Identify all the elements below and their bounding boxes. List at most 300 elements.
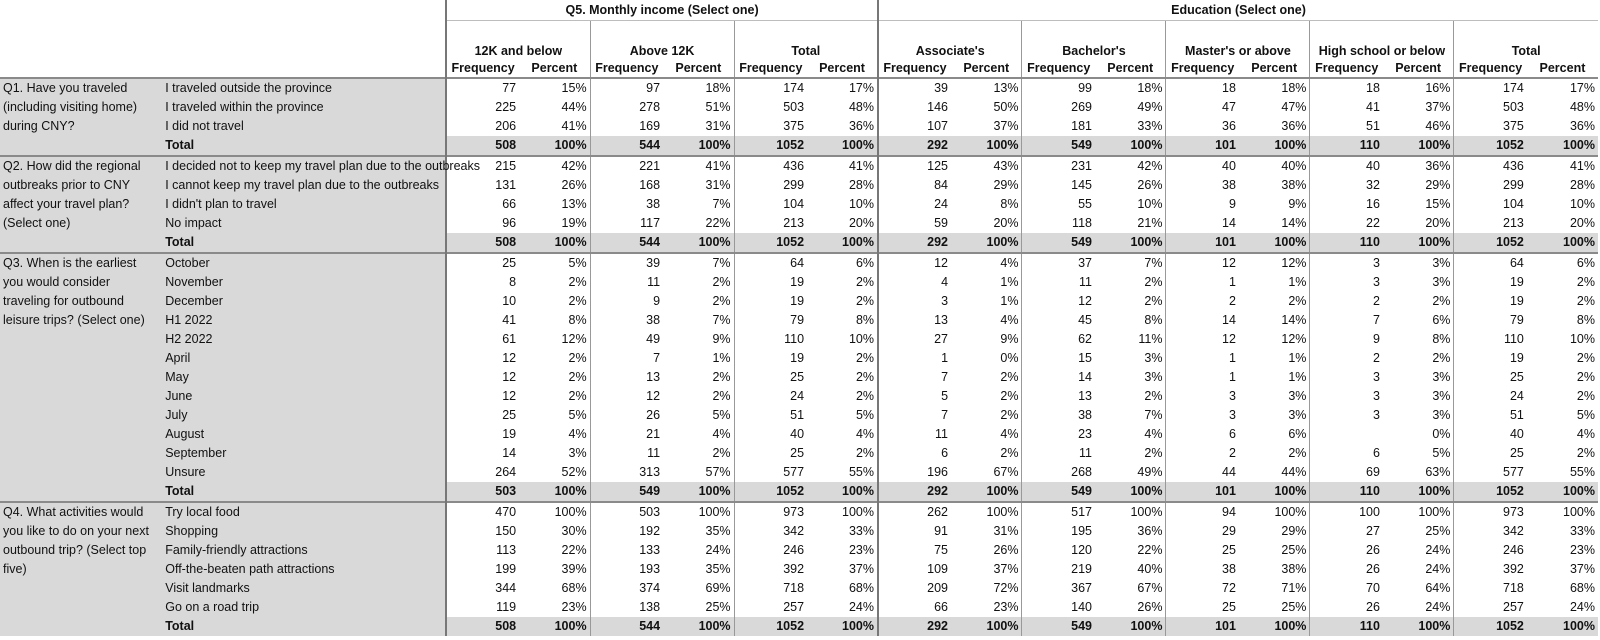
frequency-cell: 15 bbox=[1022, 349, 1095, 368]
answer-label: I decided not to keep my travel plan due to the outbreaks bbox=[162, 156, 446, 176]
frequency-cell: 133 bbox=[590, 541, 663, 560]
frequency-cell: 12 bbox=[1166, 330, 1239, 349]
subgroup-header-total: Total bbox=[734, 21, 878, 60]
answer-label: August bbox=[162, 425, 446, 444]
percent-cell: 63% bbox=[1425, 465, 1451, 479]
frequency-cell: 25 bbox=[446, 253, 519, 273]
frequency-cell: 973 bbox=[1454, 502, 1527, 522]
frequency-cell: 59 bbox=[878, 214, 951, 233]
percent-cell: 20% bbox=[993, 216, 1019, 230]
percent-cell: 67% bbox=[1137, 581, 1163, 595]
frequency-cell: 69 bbox=[1310, 463, 1383, 482]
percent-cell: 100% bbox=[663, 233, 734, 253]
percent-cell: 2% bbox=[568, 389, 587, 403]
frequency-cell: 508 bbox=[446, 136, 519, 156]
frequency-cell: 18 bbox=[1166, 78, 1239, 98]
percent-header: Percent bbox=[1239, 59, 1310, 78]
frequency-cell: 1052 bbox=[734, 233, 807, 253]
frequency-cell: 26 bbox=[590, 406, 663, 425]
frequency-cell: 14 bbox=[1022, 368, 1095, 387]
frequency-cell: 209 bbox=[878, 579, 951, 598]
frequency-cell: 6 bbox=[1310, 444, 1383, 463]
table-row bbox=[0, 406, 1598, 425]
percent-cell: 2% bbox=[855, 389, 875, 403]
percent-cell: 100% bbox=[807, 617, 878, 636]
percent-cell: 10% bbox=[1137, 197, 1163, 211]
percent-cell: 2% bbox=[1576, 351, 1595, 365]
frequency-cell: 7 bbox=[590, 349, 663, 368]
percent-cell: 44% bbox=[561, 100, 587, 114]
percent-cell: 18% bbox=[1239, 78, 1310, 98]
percent-cell: 22% bbox=[561, 543, 587, 557]
frequency-cell: 7 bbox=[1310, 311, 1383, 330]
frequency-cell: 2 bbox=[1310, 292, 1383, 311]
percent-cell: 15% bbox=[1425, 197, 1451, 211]
subgroup-header-master-s-or-above: Master's or above bbox=[1166, 21, 1310, 60]
table-row bbox=[0, 560, 1598, 579]
subgroup-header-total: Total bbox=[1454, 21, 1598, 60]
percent-cell: 100% bbox=[663, 136, 734, 156]
frequency-cell: 3 bbox=[1310, 253, 1383, 273]
percent-cell: 100% bbox=[1527, 233, 1598, 253]
percent-cell: 23% bbox=[561, 600, 587, 614]
frequency-cell: 44 bbox=[1166, 463, 1239, 482]
frequency-cell: 215 bbox=[446, 156, 519, 176]
frequency-cell: 101 bbox=[1166, 136, 1239, 156]
frequency-cell: 49 bbox=[590, 330, 663, 349]
frequency-cell: 246 bbox=[734, 541, 807, 560]
percent-cell: 3% bbox=[1432, 389, 1451, 403]
frequency-cell: 503 bbox=[446, 482, 519, 502]
total-label: Total bbox=[162, 233, 446, 253]
frequency-cell: 91 bbox=[878, 522, 951, 541]
table-row bbox=[0, 541, 1598, 560]
frequency-cell: 101 bbox=[1166, 233, 1239, 253]
frequency-cell: 37 bbox=[1022, 253, 1095, 273]
percent-cell: 100% bbox=[951, 136, 1022, 156]
frequency-cell: 1 bbox=[1166, 273, 1239, 292]
frequency-cell: 278 bbox=[590, 98, 663, 117]
percent-cell: 4% bbox=[951, 253, 1022, 273]
frequency-cell: 25 bbox=[734, 368, 807, 387]
percent-cell: 24% bbox=[848, 600, 875, 614]
frequency-cell: 145 bbox=[1022, 176, 1095, 195]
percent-cell: 2% bbox=[855, 275, 875, 289]
frequency-cell: 110 bbox=[1310, 617, 1383, 636]
frequency-cell: 549 bbox=[590, 482, 663, 502]
frequency-cell: 118 bbox=[1022, 214, 1095, 233]
table-row bbox=[0, 98, 1598, 117]
table-row bbox=[0, 156, 1598, 176]
percent-cell: 26% bbox=[1137, 178, 1163, 192]
frequency-cell: 9 bbox=[590, 292, 663, 311]
frequency-header: Frequency bbox=[1022, 59, 1095, 78]
frequency-cell: 38 bbox=[590, 311, 663, 330]
percent-cell: 20% bbox=[1425, 216, 1451, 230]
frequency-cell: 436 bbox=[734, 156, 807, 176]
percent-cell: 8% bbox=[568, 313, 587, 327]
frequency-cell: 62 bbox=[1022, 330, 1095, 349]
percent-header: Percent bbox=[519, 59, 590, 78]
percent-cell: 26% bbox=[993, 543, 1019, 557]
answer-label: Family-friendly attractions bbox=[162, 541, 446, 560]
frequency-cell: 150 bbox=[446, 522, 519, 541]
frequency-cell: 5 bbox=[878, 387, 951, 406]
percent-header: Percent bbox=[807, 59, 878, 78]
percent-cell: 46% bbox=[1425, 119, 1451, 133]
percent-cell: 100% bbox=[951, 233, 1022, 253]
table-row bbox=[0, 117, 1598, 136]
frequency-cell: 375 bbox=[734, 117, 807, 136]
frequency-cell: 99 bbox=[1022, 78, 1095, 98]
percent-cell: 8% bbox=[855, 313, 875, 327]
frequency-cell: 24 bbox=[878, 195, 951, 214]
percent-cell: 35% bbox=[705, 562, 731, 576]
percent-cell: 43% bbox=[951, 156, 1022, 176]
frequency-cell: 257 bbox=[1454, 598, 1527, 617]
answer-label: I didn't plan to travel bbox=[162, 195, 446, 214]
frequency-cell: 269 bbox=[1022, 98, 1095, 117]
frequency-cell: 47 bbox=[1166, 98, 1239, 117]
percent-cell: 50% bbox=[993, 100, 1019, 114]
frequency-cell: 174 bbox=[1454, 78, 1527, 98]
percent-cell: 41% bbox=[561, 119, 587, 133]
percent-cell: 100% bbox=[1095, 617, 1166, 636]
percent-cell: 5% bbox=[855, 408, 875, 422]
percent-cell: 1% bbox=[1288, 370, 1307, 384]
percent-cell: 100% bbox=[1095, 136, 1166, 156]
percent-cell: 3% bbox=[1432, 370, 1451, 384]
percent-cell: 8% bbox=[1000, 197, 1019, 211]
frequency-cell: 51 bbox=[1454, 406, 1527, 425]
percent-header: Percent bbox=[1527, 59, 1598, 78]
frequency-header: Frequency bbox=[734, 59, 807, 78]
percent-cell: 23% bbox=[848, 543, 875, 557]
frequency-cell: 51 bbox=[1310, 117, 1383, 136]
frequency-cell: 503 bbox=[1454, 98, 1527, 117]
percent-cell: 26% bbox=[561, 178, 587, 192]
percent-cell: 49% bbox=[1137, 465, 1163, 479]
frequency-cell: 299 bbox=[734, 176, 807, 195]
frequency-cell: 11 bbox=[1022, 444, 1095, 463]
percent-cell: 72% bbox=[993, 581, 1019, 595]
answer-label: April bbox=[162, 349, 446, 368]
table-row bbox=[0, 444, 1598, 463]
frequency-cell: 1 bbox=[1166, 368, 1239, 387]
frequency-cell: 375 bbox=[1454, 117, 1527, 136]
frequency-cell: 29 bbox=[1166, 522, 1239, 541]
frequency-cell: 25 bbox=[1454, 444, 1527, 463]
percent-cell: 10% bbox=[848, 197, 875, 211]
percent-cell: 13% bbox=[951, 78, 1022, 98]
percent-cell: 23% bbox=[1569, 543, 1595, 557]
frequency-cell: 84 bbox=[878, 176, 951, 195]
frequency-cell: 1052 bbox=[734, 617, 807, 636]
percent-cell: 100% bbox=[1239, 136, 1310, 156]
frequency-cell: 25 bbox=[1454, 368, 1527, 387]
frequency-cell: 109 bbox=[878, 560, 951, 579]
answer-label: Try local food bbox=[162, 502, 446, 522]
frequency-cell: 25 bbox=[734, 444, 807, 463]
frequency-cell: 544 bbox=[590, 136, 663, 156]
frequency-cell: 168 bbox=[590, 176, 663, 195]
frequency-cell: 70 bbox=[1310, 579, 1383, 598]
percent-cell: 2% bbox=[1288, 446, 1307, 460]
frequency-cell: 2 bbox=[1310, 349, 1383, 368]
frequency-cell: 100 bbox=[1310, 502, 1383, 522]
percent-cell: 37% bbox=[1569, 562, 1595, 576]
frequency-cell: 36 bbox=[1166, 117, 1239, 136]
percent-cell: 2% bbox=[712, 370, 731, 384]
frequency-cell: 96 bbox=[446, 214, 519, 233]
percent-cell: 3% bbox=[1144, 370, 1163, 384]
frequency-cell: 374 bbox=[590, 579, 663, 598]
percent-cell: 4% bbox=[1000, 427, 1019, 441]
frequency-cell: 6 bbox=[1166, 425, 1239, 444]
percent-cell: 41% bbox=[663, 156, 734, 176]
percent-cell: 40% bbox=[1239, 156, 1310, 176]
frequency-cell: 13 bbox=[590, 368, 663, 387]
frequency-cell: 79 bbox=[734, 311, 807, 330]
frequency-cell: 3 bbox=[1310, 368, 1383, 387]
subgroup-header-above-12k: Above 12K bbox=[590, 21, 734, 60]
percent-cell: 100% bbox=[807, 136, 878, 156]
total-label: Total bbox=[162, 136, 446, 156]
frequency-cell: 9 bbox=[1166, 195, 1239, 214]
percent-cell: 24% bbox=[1425, 600, 1451, 614]
frequency-header: Frequency bbox=[1310, 59, 1383, 78]
frequency-cell: 342 bbox=[1454, 522, 1527, 541]
percent-cell: 5% bbox=[568, 408, 587, 422]
percent-cell: 30% bbox=[561, 524, 587, 538]
frequency-cell: 973 bbox=[734, 502, 807, 522]
frequency-cell: 7 bbox=[878, 368, 951, 387]
frequency-cell: 64 bbox=[1454, 253, 1527, 273]
percent-cell: 12% bbox=[561, 332, 587, 346]
total-label: Total bbox=[162, 617, 446, 636]
table-row bbox=[0, 253, 1598, 273]
frequency-cell: 257 bbox=[734, 598, 807, 617]
percent-cell: 100% bbox=[1527, 617, 1598, 636]
percent-cell: 68% bbox=[561, 581, 587, 595]
total-row bbox=[0, 482, 1598, 502]
frequency-cell: 192 bbox=[590, 522, 663, 541]
percent-cell: 2% bbox=[1000, 446, 1019, 460]
percent-cell: 3% bbox=[1288, 389, 1307, 403]
percent-cell: 5% bbox=[712, 408, 731, 422]
percent-cell: 100% bbox=[519, 136, 590, 156]
percent-cell: 4% bbox=[1576, 427, 1595, 441]
percent-cell: 20% bbox=[848, 216, 875, 230]
percent-cell: 33% bbox=[1137, 119, 1163, 133]
percent-cell: 41% bbox=[807, 156, 878, 176]
frequency-cell: 113 bbox=[446, 541, 519, 560]
percent-cell: 100% bbox=[1383, 617, 1454, 636]
frequency-cell: 25 bbox=[446, 406, 519, 425]
frequency-cell: 12 bbox=[878, 253, 951, 273]
frequency-cell: 299 bbox=[1454, 176, 1527, 195]
percent-cell: 23% bbox=[993, 600, 1019, 614]
percent-cell: 8% bbox=[1576, 313, 1595, 327]
frequency-cell: 110 bbox=[1310, 233, 1383, 253]
frequency-cell: 119 bbox=[446, 598, 519, 617]
frequency-cell: 38 bbox=[1022, 406, 1095, 425]
frequency-cell: 11 bbox=[878, 425, 951, 444]
frequency-cell: 101 bbox=[1166, 617, 1239, 636]
frequency-cell: 503 bbox=[590, 502, 663, 522]
frequency-cell: 117 bbox=[590, 214, 663, 233]
percent-cell: 49% bbox=[1137, 100, 1163, 114]
subgroup-header-associate-s: Associate's bbox=[878, 21, 1022, 60]
percent-cell: 24% bbox=[1425, 543, 1451, 557]
percent-cell: 1% bbox=[1000, 275, 1019, 289]
table-row bbox=[0, 502, 1598, 522]
percent-cell: 2% bbox=[1000, 370, 1019, 384]
frequency-cell: 64 bbox=[734, 253, 807, 273]
frequency-cell: 193 bbox=[590, 560, 663, 579]
answer-label: Shopping bbox=[162, 522, 446, 541]
percent-cell: 31% bbox=[705, 119, 731, 133]
percent-cell: 100% bbox=[1095, 233, 1166, 253]
frequency-cell: 12 bbox=[1166, 253, 1239, 273]
frequency-cell: 131 bbox=[446, 176, 519, 195]
frequency-cell: 40 bbox=[1454, 425, 1527, 444]
percent-cell: 2% bbox=[1576, 389, 1595, 403]
percent-cell: 24% bbox=[705, 543, 731, 557]
percent-cell: 2% bbox=[1576, 294, 1595, 308]
frequency-cell: 79 bbox=[1454, 311, 1527, 330]
percent-header: Percent bbox=[1095, 59, 1166, 78]
frequency-cell: 392 bbox=[1454, 560, 1527, 579]
percent-cell: 13% bbox=[561, 197, 587, 211]
percent-cell: 19% bbox=[561, 216, 587, 230]
frequency-cell: 40 bbox=[1310, 156, 1383, 176]
percent-cell: 5% bbox=[519, 253, 590, 273]
percent-cell: 2% bbox=[1432, 294, 1451, 308]
frequency-cell: 1052 bbox=[1454, 617, 1527, 636]
frequency-cell: 51 bbox=[734, 406, 807, 425]
percent-cell: 100% bbox=[1383, 136, 1454, 156]
percent-cell: 33% bbox=[848, 524, 875, 538]
frequency-cell: 577 bbox=[1454, 463, 1527, 482]
answer-label: Unsure bbox=[162, 463, 446, 482]
frequency-cell: 19 bbox=[734, 292, 807, 311]
percent-cell: 42% bbox=[1095, 156, 1166, 176]
answer-label: No impact bbox=[162, 214, 446, 233]
percent-cell: 3% bbox=[1144, 351, 1163, 365]
frequency-cell: 55 bbox=[1022, 195, 1095, 214]
frequency-cell: 3 bbox=[1166, 387, 1239, 406]
percent-cell: 28% bbox=[1569, 178, 1595, 192]
frequency-cell: 219 bbox=[1022, 560, 1095, 579]
answer-label: May bbox=[162, 368, 446, 387]
frequency-cell: 24 bbox=[734, 387, 807, 406]
frequency-cell: 38 bbox=[1166, 176, 1239, 195]
frequency-cell: 392 bbox=[734, 560, 807, 579]
frequency-cell: 503 bbox=[734, 98, 807, 117]
answer-label: June bbox=[162, 387, 446, 406]
frequency-cell: 107 bbox=[878, 117, 951, 136]
table-row bbox=[0, 311, 1598, 330]
percent-cell: 100% bbox=[951, 502, 1022, 522]
frequency-cell: 292 bbox=[878, 233, 951, 253]
percent-cell: 37% bbox=[993, 119, 1019, 133]
percent-cell: 100% bbox=[1095, 482, 1166, 502]
percent-cell: 47% bbox=[1281, 100, 1307, 114]
frequency-cell: 508 bbox=[446, 617, 519, 636]
total-label: Total bbox=[162, 482, 446, 502]
percent-cell: 51% bbox=[705, 100, 731, 114]
percent-cell: 29% bbox=[1425, 178, 1451, 192]
frequency-cell: 14 bbox=[1166, 214, 1239, 233]
percent-cell: 7% bbox=[712, 313, 731, 327]
frequency-cell: 19 bbox=[1454, 273, 1527, 292]
frequency-cell: 14 bbox=[1166, 311, 1239, 330]
frequency-cell: 7 bbox=[878, 406, 951, 425]
frequency-cell: 38 bbox=[590, 195, 663, 214]
answer-label: I cannot keep my travel plan due to the outbreaks bbox=[162, 176, 446, 195]
percent-cell: 4% bbox=[1144, 427, 1163, 441]
frequency-cell: 25 bbox=[1166, 598, 1239, 617]
percent-cell: 29% bbox=[993, 178, 1019, 192]
table-row bbox=[0, 78, 1598, 98]
percent-cell: 5% bbox=[1432, 446, 1451, 460]
percent-cell: 4% bbox=[712, 427, 731, 441]
percent-cell: 2% bbox=[1144, 389, 1163, 403]
percent-cell: 100% bbox=[1239, 617, 1310, 636]
percent-cell: 39% bbox=[561, 562, 587, 576]
frequency-cell: 544 bbox=[590, 233, 663, 253]
frequency-cell: 508 bbox=[446, 233, 519, 253]
percent-cell: 5% bbox=[1576, 408, 1595, 422]
percent-cell: 71% bbox=[1281, 581, 1307, 595]
frequency-cell: 40 bbox=[734, 425, 807, 444]
frequency-cell: 342 bbox=[734, 522, 807, 541]
frequency-cell: 292 bbox=[878, 617, 951, 636]
percent-cell: 100% bbox=[519, 617, 590, 636]
frequency-cell: 19 bbox=[446, 425, 519, 444]
frequency-cell: 195 bbox=[1022, 522, 1095, 541]
percent-cell: 41% bbox=[1527, 156, 1598, 176]
frequency-header: Frequency bbox=[1166, 59, 1239, 78]
answer-label: December bbox=[162, 292, 446, 311]
frequency-cell: 12 bbox=[446, 368, 519, 387]
subgroup-header-bachelor-s: Bachelor's bbox=[1022, 21, 1166, 60]
percent-cell: 68% bbox=[848, 581, 875, 595]
frequency-cell: 41 bbox=[1310, 98, 1383, 117]
table-row bbox=[0, 273, 1598, 292]
percent-cell: 2% bbox=[1000, 389, 1019, 403]
frequency-cell: 110 bbox=[1310, 136, 1383, 156]
percent-cell: 36% bbox=[848, 119, 875, 133]
percent-cell: 100% bbox=[1383, 482, 1454, 502]
percent-cell: 17% bbox=[807, 78, 878, 98]
frequency-cell: 313 bbox=[590, 463, 663, 482]
answer-label: I did not travel bbox=[162, 117, 446, 136]
frequency-cell: 19 bbox=[1454, 292, 1527, 311]
percent-cell: 14% bbox=[1281, 216, 1307, 230]
percent-cell: 57% bbox=[705, 465, 731, 479]
percent-cell: 8% bbox=[1144, 313, 1163, 327]
answer-label: September bbox=[162, 444, 446, 463]
percent-cell: 31% bbox=[993, 524, 1019, 538]
percent-cell: 40% bbox=[1137, 562, 1163, 576]
frequency-cell: 549 bbox=[1022, 617, 1095, 636]
percent-cell: 1% bbox=[1288, 351, 1307, 365]
frequency-cell: 39 bbox=[590, 253, 663, 273]
answer-label: I traveled outside the province bbox=[162, 78, 446, 98]
frequency-cell: 138 bbox=[590, 598, 663, 617]
